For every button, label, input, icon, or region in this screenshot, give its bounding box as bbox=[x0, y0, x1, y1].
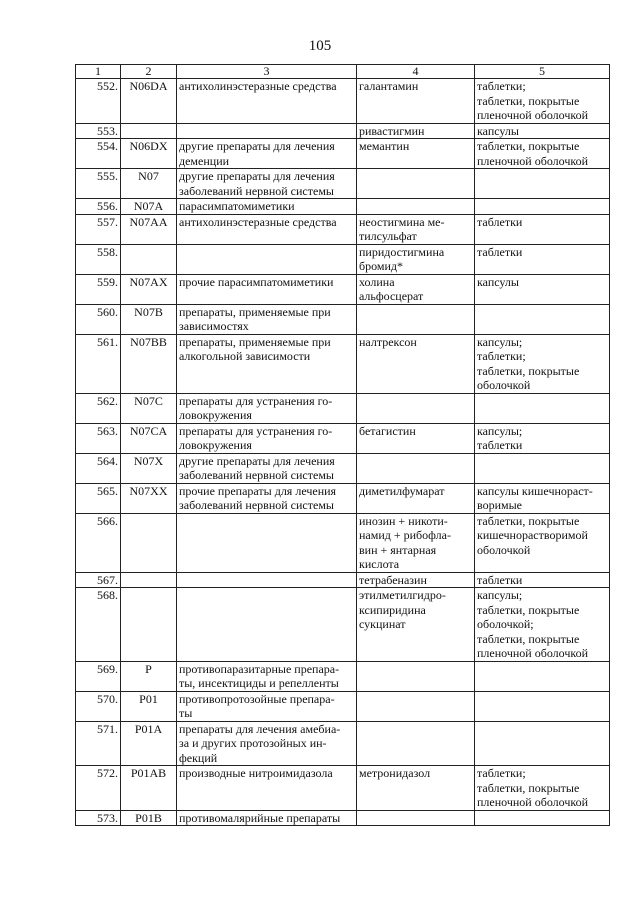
drug-name-cell bbox=[357, 334, 475, 393]
drug-name-cell bbox=[357, 453, 475, 483]
row-number-cell: 566. bbox=[76, 513, 121, 572]
dosage-form-cell bbox=[475, 513, 610, 572]
row-number-cell: 565. bbox=[76, 483, 121, 513]
atc-code-cell: N07B bbox=[121, 304, 177, 334]
cell-text-line: неостигмина ме- bbox=[359, 214, 445, 229]
cell-text-line: производные нитроимидазола bbox=[179, 766, 333, 780]
cell-text-line: оболочкой; bbox=[477, 617, 534, 631]
drug-name-cell bbox=[357, 588, 475, 662]
row-number-cell: 567. bbox=[76, 572, 121, 588]
cell-text-line: препараты для устранения го- bbox=[179, 423, 333, 438]
row-number-cell: 562. bbox=[76, 393, 121, 423]
drug-name-cell bbox=[357, 721, 475, 766]
dosage-form-cell bbox=[475, 661, 610, 691]
cell-text-line: диметилфумарат bbox=[359, 483, 445, 498]
cell-text-line: алкогольной зависимости bbox=[179, 349, 311, 363]
atc-code-cell: N07C bbox=[121, 393, 177, 423]
atc-code-cell bbox=[121, 572, 177, 588]
cell-text-line: тилсульфат bbox=[359, 229, 417, 243]
atc-code-cell: N07CA bbox=[121, 423, 177, 453]
cell-text-line: метронидазол bbox=[359, 766, 431, 780]
cell-text-line: таблетки, покрытые bbox=[477, 513, 580, 528]
row-number-cell: 572. bbox=[76, 766, 121, 811]
cell-text-line: препараты для устранения го- bbox=[179, 393, 333, 408]
dosage-form-cell bbox=[475, 588, 610, 662]
atc-code-cell: N07XX bbox=[121, 483, 177, 513]
cell-text-line: пленочной оболочкой bbox=[477, 646, 589, 660]
table-row bbox=[76, 123, 610, 139]
cell-text-line: налтрексон bbox=[359, 334, 417, 349]
row-number-cell: 552. bbox=[76, 79, 121, 124]
row-number-cell: 570. bbox=[76, 691, 121, 721]
row-number-cell: 564. bbox=[76, 453, 121, 483]
cell-text-line: галантамин bbox=[359, 79, 419, 93]
cell-text-line: таблетки bbox=[477, 572, 523, 587]
row-number-cell: 556. bbox=[76, 199, 121, 215]
group-description-cell bbox=[177, 423, 357, 453]
cell-text-line: инозин + никоти- bbox=[359, 513, 448, 528]
cell-text-line: пиридостигмина bbox=[359, 244, 445, 259]
column-header: 1 bbox=[76, 65, 121, 79]
cell-text-line: бетагистин bbox=[359, 423, 416, 438]
cell-text-line: кислота bbox=[359, 557, 400, 571]
atc-code-cell: N07BB bbox=[121, 334, 177, 393]
atc-code-cell: N07A bbox=[121, 199, 177, 215]
table-row bbox=[76, 721, 610, 766]
cell-text-line: воримые bbox=[477, 498, 522, 512]
cell-text-line: кишечнорастворимой bbox=[477, 528, 588, 542]
row-number-cell: 568. bbox=[76, 588, 121, 662]
dosage-form-cell bbox=[475, 810, 610, 826]
cell-text-line: бромид* bbox=[359, 259, 403, 273]
cell-text-line: пленочной оболочкой bbox=[477, 153, 589, 168]
cell-text-line: за и других протозойных ин- bbox=[179, 736, 327, 750]
cell-text-line: противопаразитарные препара- bbox=[179, 661, 340, 676]
header-row bbox=[76, 65, 610, 79]
cell-text-line: таблетки, покрытые bbox=[477, 631, 580, 646]
cell-text-line: таблетки bbox=[477, 214, 523, 229]
cell-text-line: таблетки, покрытые bbox=[477, 780, 580, 795]
cell-text-line: оболочкой bbox=[477, 378, 531, 392]
table-row bbox=[76, 588, 610, 662]
cell-text-line: заболеваний нервной системы bbox=[179, 498, 334, 512]
atc-code-cell: P01AB bbox=[121, 766, 177, 811]
atc-code-cell bbox=[121, 244, 177, 274]
cell-text-line: другие препараты для лечения bbox=[179, 453, 335, 468]
drug-name-cell bbox=[357, 423, 475, 453]
cell-text-line: таблетки, покрытые bbox=[477, 93, 580, 108]
cell-text-line: пленочной оболочкой bbox=[477, 108, 589, 122]
atc-code-cell: N07AA bbox=[121, 214, 177, 244]
cell-text-line: другие препараты для лечения bbox=[179, 139, 335, 153]
cell-text-line: капсулы bbox=[477, 274, 519, 289]
drug-name-cell bbox=[357, 661, 475, 691]
table-row bbox=[76, 244, 610, 274]
cell-text-line: капсулы; bbox=[477, 334, 523, 349]
drug-name-cell bbox=[357, 214, 475, 244]
cell-text-line: капсулы bbox=[477, 123, 519, 138]
atc-code-cell bbox=[121, 123, 177, 139]
dosage-form-cell bbox=[475, 572, 610, 588]
row-number-cell: 559. bbox=[76, 274, 121, 304]
table-row bbox=[76, 766, 610, 811]
atc-code-cell: P01A bbox=[121, 721, 177, 766]
drug-name-cell bbox=[357, 169, 475, 199]
cell-text-line: парасимпатомиметики bbox=[179, 199, 295, 213]
column-header: 3 bbox=[177, 65, 357, 79]
group-description-cell bbox=[177, 691, 357, 721]
group-description-cell bbox=[177, 214, 357, 244]
cell-text-line: препараты, применяемые при bbox=[179, 334, 331, 349]
group-description-cell bbox=[177, 393, 357, 423]
group-description-cell bbox=[177, 169, 357, 199]
cell-text-line: антихолинэстеразные средства bbox=[179, 214, 337, 229]
cell-text-line: препараты, применяемые при bbox=[179, 304, 331, 319]
column-header: 4 bbox=[357, 65, 475, 79]
table-row bbox=[76, 199, 610, 215]
group-description-cell bbox=[177, 304, 357, 334]
table-row bbox=[76, 810, 610, 826]
dosage-form-cell bbox=[475, 721, 610, 766]
cell-text-line: капсулы кишечнораст- bbox=[477, 483, 593, 498]
dosage-form-cell bbox=[475, 79, 610, 124]
cell-text-line: таблетки bbox=[477, 244, 523, 259]
row-number-cell: 573. bbox=[76, 810, 121, 826]
cell-text-line: вин + янтарная bbox=[359, 542, 437, 557]
cell-text-line: мемантин bbox=[359, 139, 410, 153]
cell-text-line: этилметилгидро- bbox=[359, 588, 446, 602]
atc-code-cell: P01 bbox=[121, 691, 177, 721]
group-description-cell bbox=[177, 139, 357, 169]
column-header: 2 bbox=[121, 65, 177, 79]
cell-text-line: таблетки; bbox=[477, 79, 526, 93]
atc-code-cell: N06DX bbox=[121, 139, 177, 169]
cell-text-line: таблетки bbox=[477, 438, 523, 452]
cell-text-line: ловокружения bbox=[179, 408, 252, 422]
cell-text-line: прочие препараты для лечения bbox=[179, 483, 337, 498]
atc-code-cell: N07X bbox=[121, 453, 177, 483]
cell-text-line: противомалярийные препараты bbox=[179, 810, 341, 825]
cell-text-line: ривастигмин bbox=[359, 123, 425, 138]
group-description-cell bbox=[177, 274, 357, 304]
cell-text-line: антихолинэстеразные средства bbox=[179, 79, 337, 93]
dosage-form-cell bbox=[475, 691, 610, 721]
dosage-form-cell bbox=[475, 139, 610, 169]
drug-name-cell bbox=[357, 393, 475, 423]
group-description-cell bbox=[177, 244, 357, 274]
cell-text-line: капсулы; bbox=[477, 588, 523, 602]
cell-text-line: зависимостях bbox=[179, 319, 249, 333]
dosage-form-cell bbox=[475, 169, 610, 199]
dosage-form-cell bbox=[475, 766, 610, 811]
row-number-cell: 558. bbox=[76, 244, 121, 274]
atc-code-cell bbox=[121, 588, 177, 662]
drug-name-cell bbox=[357, 79, 475, 124]
table-row bbox=[76, 483, 610, 513]
table-row bbox=[76, 139, 610, 169]
cell-text-line: фекций bbox=[179, 750, 218, 765]
table-row bbox=[76, 79, 610, 124]
dosage-form-cell bbox=[475, 214, 610, 244]
table-row bbox=[76, 334, 610, 393]
atc-code-cell bbox=[121, 513, 177, 572]
cell-text-line: противопротозойные препара- bbox=[179, 691, 335, 706]
dosage-form-cell bbox=[475, 483, 610, 513]
medication-table bbox=[75, 64, 610, 826]
cell-text-line: холина bbox=[359, 274, 395, 289]
cell-text-line: тетрабеназин bbox=[359, 572, 427, 587]
row-number-cell: 561. bbox=[76, 334, 121, 393]
table-row bbox=[76, 691, 610, 721]
drug-name-cell bbox=[357, 199, 475, 215]
cell-text-line: оболочкой bbox=[477, 542, 531, 557]
drug-name-cell bbox=[357, 274, 475, 304]
table-row bbox=[76, 513, 610, 572]
dosage-form-cell bbox=[475, 123, 610, 139]
drug-name-cell bbox=[357, 691, 475, 721]
cell-text-line: капсулы; bbox=[477, 423, 523, 438]
group-description-cell bbox=[177, 199, 357, 215]
cell-text-line: заболеваний нервной системы bbox=[179, 183, 334, 198]
atc-code-cell: P01B bbox=[121, 810, 177, 826]
group-description-cell bbox=[177, 810, 357, 826]
group-description-cell bbox=[177, 123, 357, 139]
drug-name-cell bbox=[357, 123, 475, 139]
table-row bbox=[76, 214, 610, 244]
cell-text-line: ты bbox=[179, 706, 193, 720]
row-number-cell: 555. bbox=[76, 169, 121, 199]
drug-name-cell bbox=[357, 513, 475, 572]
table-row bbox=[76, 393, 610, 423]
table-row bbox=[76, 661, 610, 691]
group-description-cell bbox=[177, 334, 357, 393]
row-number-cell: 553. bbox=[76, 123, 121, 139]
group-description-cell bbox=[177, 483, 357, 513]
dosage-form-cell bbox=[475, 453, 610, 483]
group-description-cell bbox=[177, 513, 357, 572]
atc-code-cell: N06DA bbox=[121, 79, 177, 124]
column-header: 5 bbox=[475, 65, 610, 79]
group-description-cell bbox=[177, 453, 357, 483]
atc-code-cell: N07 bbox=[121, 169, 177, 199]
row-number-cell: 560. bbox=[76, 304, 121, 334]
cell-text-line: другие препараты для лечения bbox=[179, 169, 335, 183]
table-body bbox=[76, 79, 610, 826]
dosage-form-cell bbox=[475, 334, 610, 393]
dosage-form-cell bbox=[475, 423, 610, 453]
cell-text-line: прочие парасимпатомиметики bbox=[179, 274, 334, 289]
cell-text-line: намид + рибофла- bbox=[359, 528, 451, 542]
group-description-cell bbox=[177, 588, 357, 662]
cell-text-line: ловокружения bbox=[179, 438, 252, 452]
cell-text-line: таблетки, покрытые bbox=[477, 602, 580, 617]
cell-text-line: таблетки; bbox=[477, 766, 526, 780]
cell-text-line: ксипиридина bbox=[359, 602, 426, 617]
cell-text-line: таблетки; bbox=[477, 349, 526, 363]
table-row bbox=[76, 453, 610, 483]
group-description-cell bbox=[177, 766, 357, 811]
table-row bbox=[76, 304, 610, 334]
cell-text-line: сукцинат bbox=[359, 617, 406, 631]
row-number-cell: 571. bbox=[76, 721, 121, 766]
cell-text-line: таблетки, покрытые bbox=[477, 139, 580, 153]
drug-name-cell bbox=[357, 483, 475, 513]
cell-text-line: альфосцерат bbox=[359, 289, 424, 303]
cell-text-line: таблетки, покрытые bbox=[477, 363, 580, 378]
drug-name-cell bbox=[357, 244, 475, 274]
table-row bbox=[76, 169, 610, 199]
dosage-form-cell bbox=[475, 274, 610, 304]
drug-name-cell bbox=[357, 139, 475, 169]
cell-text-line: пленочной оболочкой bbox=[477, 795, 589, 809]
group-description-cell bbox=[177, 572, 357, 588]
drug-name-cell bbox=[357, 572, 475, 588]
dosage-form-cell bbox=[475, 393, 610, 423]
row-number-cell: 569. bbox=[76, 661, 121, 691]
group-description-cell bbox=[177, 661, 357, 691]
group-description-cell bbox=[177, 721, 357, 766]
atc-code-cell: N07AX bbox=[121, 274, 177, 304]
table-row bbox=[76, 274, 610, 304]
group-description-cell bbox=[177, 79, 357, 124]
drug-name-cell bbox=[357, 766, 475, 811]
drug-name-cell bbox=[357, 810, 475, 826]
dosage-form-cell bbox=[475, 199, 610, 215]
dosage-form-cell bbox=[475, 304, 610, 334]
page-number: 105 bbox=[308, 38, 332, 54]
cell-text-line: препараты для лечения амебиа- bbox=[179, 721, 341, 736]
atc-code-cell: P bbox=[121, 661, 177, 691]
table-row bbox=[76, 423, 610, 453]
cell-text-line: деменции bbox=[179, 153, 230, 168]
table-row bbox=[76, 572, 610, 588]
row-number-cell: 563. bbox=[76, 423, 121, 453]
row-number-cell: 557. bbox=[76, 214, 121, 244]
dosage-form-cell bbox=[475, 244, 610, 274]
drug-name-cell bbox=[357, 304, 475, 334]
cell-text-line: ты, инсектициды и репелленты bbox=[179, 676, 339, 690]
row-number-cell: 554. bbox=[76, 139, 121, 169]
cell-text-line: заболеваний нервной системы bbox=[179, 468, 334, 482]
